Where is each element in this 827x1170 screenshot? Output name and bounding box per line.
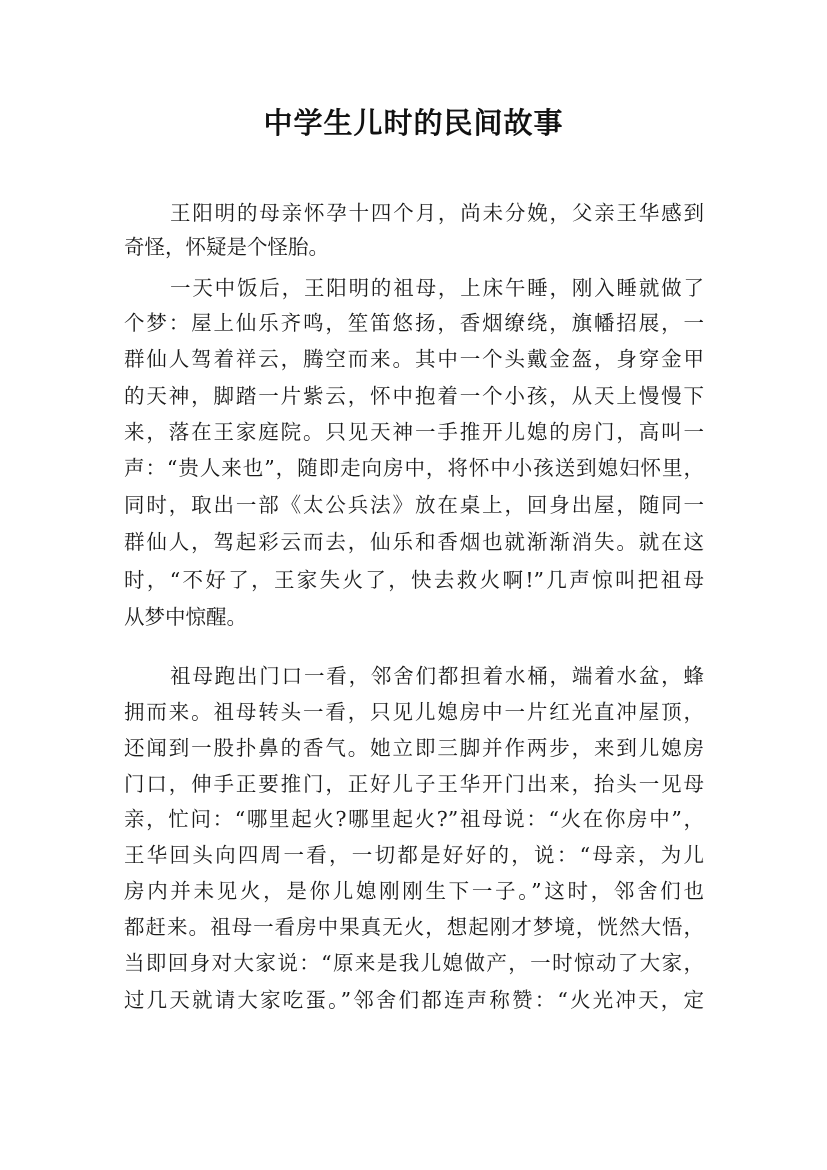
text-line: 过几天就请大家吃蛋。”邻舍们都连声称赞：“火光冲天，定 <box>124 988 704 1012</box>
text-line: 还闻到一股扑鼻的香气。她立即三脚并作两步，来到儿媳房 <box>124 736 704 760</box>
text-line: 一天中饭后，王阳明的祖母，上床午睡，刚入睡就做了 <box>170 276 704 300</box>
text-line: 从梦中惊醒。 <box>124 605 247 629</box>
text-line: 个梦：屋上仙乐齐鸣，笙笛悠扬，香烟缭绕，旗幡招展，一 <box>124 311 704 335</box>
text-line: 声：“贵人来也”，随即走向房中，将怀中小孩送到媳妇怀里， <box>124 456 704 480</box>
text-line: 祖母跑出门口一看，邻舍们都担着水桶，端着水盆，蜂 <box>170 664 704 688</box>
text-line: 房内并未见火，是你儿媳刚刚生下一子。”这时，邻舍们也 <box>124 879 704 903</box>
text-line: 的天神，脚踏一片紫云，怀中抱着一个小孩，从天上慢慢下 <box>124 384 704 408</box>
text-line: 奇怪，怀疑是个怪胎。 <box>124 235 329 259</box>
text-line: 当即回身对大家说：“原来是我儿媳做产，一时惊动了大家， <box>124 951 704 975</box>
text-line: 门口，伸手正要推门，正好儿子王华开门出来，抬头一见母 <box>124 772 704 796</box>
text-line: 王阳明的母亲怀孕十四个月，尚未分娩，父亲王华感到 <box>170 201 704 225</box>
text-line: 亲，忙问：“哪里起火?哪里起火?”祖母说：“火在你房中”， <box>124 807 704 831</box>
text-line: 来，落在王家庭院。只见天神一手推开儿媳的房门，高叫一 <box>124 420 704 444</box>
text-line: 王华回头向四周一看，一切都是好好的，说：“母亲，为儿 <box>124 843 704 867</box>
text-line: 都赶来。祖母一看房中果真无火，想起刚才梦境，恍然大悟， <box>124 915 704 939</box>
text-line: 群仙人，驾起彩云而去，仙乐和香烟也就渐渐消失。就在这 <box>124 530 704 554</box>
text-line: 群仙人驾着祥云，腾空而来。其中一个头戴金盔，身穿金甲 <box>124 347 704 371</box>
text-line: 时，“不好了，王家失火了，快去救火啊!”几声惊叫把祖母 <box>124 568 704 592</box>
document-title: 中学生儿时的民间故事 <box>263 106 564 140</box>
text-line: 拥而来。祖母转头一看，只见儿媳房中一片红光直冲屋顶， <box>124 700 704 724</box>
text-line: 同时，取出一部《太公兵法》放在桌上，回身出屋，随同一 <box>124 493 704 517</box>
